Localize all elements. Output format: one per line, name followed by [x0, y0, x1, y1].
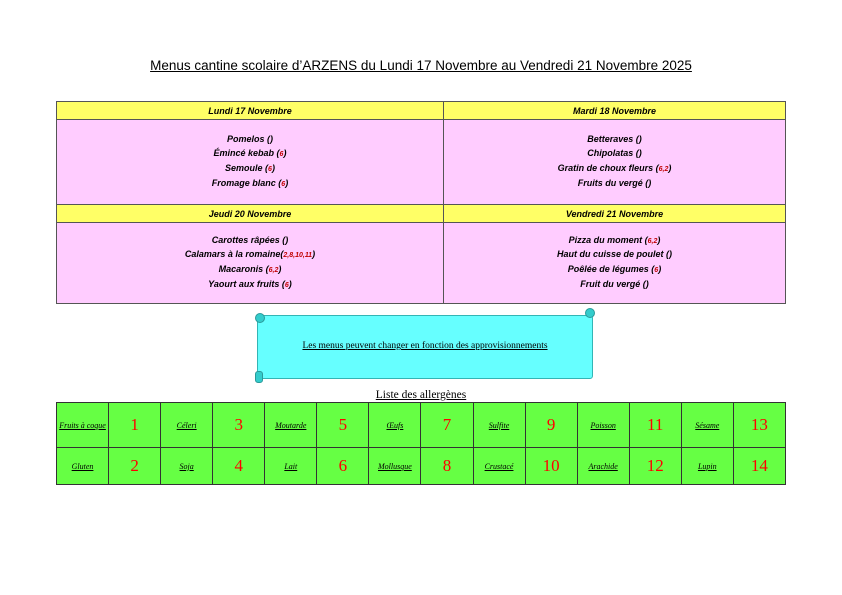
scroll-curl-decoration: [585, 308, 595, 318]
dish-item: [444, 234, 785, 249]
dish-paren-open: (: [635, 133, 639, 144]
dish-paren-close: ): [288, 278, 292, 289]
dish-paren-close: ): [278, 264, 282, 274]
allergen-name: Lait: [265, 448, 317, 485]
dish-paren-open: (: [651, 264, 655, 274]
allergen-name: Crustacé: [473, 448, 525, 485]
allergen-number: 7: [421, 403, 473, 448]
dishes-monday: [57, 120, 444, 205]
allergen-row-1: [57, 403, 786, 448]
dish-name: Yaourt aux fruits: [208, 278, 282, 289]
allergen-number: 5: [317, 403, 369, 448]
allergen-table: [56, 402, 786, 485]
dish-item: [57, 177, 443, 192]
dish-allergen-codes: 2,8,10,11: [283, 252, 313, 260]
dish-paren-close: ): [285, 177, 289, 188]
dish-paren-close: ): [285, 234, 289, 245]
dish-name: Pizza du moment: [568, 234, 645, 245]
dish-paren-open: (: [655, 163, 659, 173]
day-header-monday: Lundi 17 Novembre: [57, 102, 444, 120]
notice-text: Les menus peuvent changer en fonction des approvisionnements: [302, 341, 548, 351]
dish-paren-close: ): [638, 148, 642, 159]
dish-name: Fruits du vergé: [577, 177, 646, 188]
scroll-curl-decoration: [255, 371, 263, 383]
dish-item: [444, 162, 785, 177]
allergen-number: 4: [213, 448, 265, 485]
allergen-name: Céleri: [161, 403, 213, 448]
day-header-thursday: Jeudi 20 Novembre: [57, 205, 444, 223]
dish-paren-open: (: [276, 148, 280, 159]
allergen-row-2: [57, 448, 786, 485]
allergen-name: Sésame: [681, 403, 733, 448]
dish-name: Calamars à la romaine: [184, 249, 281, 260]
dish-paren-close: ): [645, 278, 649, 289]
day-header-tuesday: Mardi 18 Novembre: [443, 102, 785, 120]
dish-item: [444, 248, 785, 263]
allergen-number: 11: [629, 403, 681, 448]
dish-item: [57, 278, 443, 293]
dish-paren-close: ): [648, 177, 652, 188]
scroll-curl-decoration: [255, 313, 265, 323]
dish-paren-close: ): [668, 163, 672, 173]
dish-allergen-codes: 6: [279, 151, 284, 159]
dishes-thursday: [57, 223, 444, 304]
dish-name: Gratin de choux fleurs: [557, 163, 656, 173]
notice-banner: [257, 315, 593, 379]
allergen-number: 6: [317, 448, 369, 485]
allergen-number: 1: [109, 403, 161, 448]
dish-item: [444, 263, 785, 278]
dish-allergen-codes: 6,2: [268, 267, 279, 274]
allergen-number: 2: [109, 448, 161, 485]
dish-paren-open: (: [644, 234, 648, 245]
dish-allergen-codes: 6: [268, 166, 272, 173]
dish-paren-close: ): [657, 234, 661, 245]
dish-paren-close: ): [638, 133, 642, 144]
dish-item: [444, 177, 785, 192]
allergen-number: 14: [733, 448, 785, 485]
dish-name: Haut du cuisse de poulet: [556, 249, 666, 260]
allergen-number: 12: [629, 448, 681, 485]
allergen-name: Soja: [161, 448, 213, 485]
dish-paren-open: (: [665, 249, 669, 260]
dish-name: Poêlée de légumes: [567, 264, 652, 274]
dish-paren-open: (: [278, 177, 282, 188]
allergen-name: Mollusque: [369, 448, 421, 485]
dish-name: Fruit du vergé: [580, 278, 643, 289]
allergen-name: Moutarde: [265, 403, 317, 448]
dish-paren-open: (: [635, 148, 639, 159]
dish-name: Pomelos: [226, 133, 267, 144]
dish-paren-close: ): [312, 249, 316, 260]
allergen-name: Gluten: [57, 448, 109, 485]
dishes-tuesday: [443, 120, 785, 205]
dish-paren-open: (: [642, 278, 646, 289]
dish-paren-close: ): [668, 249, 672, 260]
dish-paren-open: (: [282, 234, 286, 245]
dishes-friday: [443, 223, 785, 304]
dish-name: Chipolatas: [587, 148, 636, 159]
dish-item: [444, 147, 785, 162]
dish-name: Fromage blanc: [211, 177, 279, 188]
allergen-number: 9: [525, 403, 577, 448]
dish-paren-open: (: [280, 249, 284, 260]
dish-paren-close: ): [269, 133, 273, 144]
dish-item: [57, 162, 443, 177]
dish-allergen-codes: 6: [284, 281, 289, 289]
dish-paren-open: (: [266, 133, 270, 144]
dish-item: [444, 133, 785, 148]
dish-name: Carottes râpées: [211, 234, 283, 245]
allergen-name: Sulfite: [473, 403, 525, 448]
dish-allergen-codes: 6,2: [647, 237, 658, 245]
allergen-number: 13: [733, 403, 785, 448]
dish-name: Émincé kebab: [213, 148, 277, 159]
dish-paren-close: ): [658, 264, 662, 274]
dish-paren-close: ): [283, 148, 287, 159]
dish-item: [57, 248, 443, 263]
day-header-friday: Vendredi 21 Novembre: [443, 205, 785, 223]
menu-table: [56, 101, 786, 304]
dish-allergen-codes: 6: [281, 180, 286, 188]
dish-paren-open: (: [265, 163, 269, 173]
page-title: Menus cantine scolaire d’ARZENS du Lundi 17 Novembre au Vendredi 21 Novembre 2025: [150, 58, 692, 73]
dish-paren-open: (: [265, 264, 269, 274]
dish-item: [57, 133, 443, 148]
allergen-number: 8: [421, 448, 473, 485]
dish-allergen-codes: 6,2: [658, 166, 669, 173]
allergen-name: Œufs: [369, 403, 421, 448]
dish-allergen-codes: 6: [654, 267, 659, 274]
dish-paren-close: ): [271, 163, 275, 173]
dish-paren-open: (: [281, 278, 285, 289]
dish-name: Macaronis: [218, 264, 266, 274]
dish-name: Semoule: [225, 163, 266, 173]
dish-item: [57, 147, 443, 162]
allergen-number: 10: [525, 448, 577, 485]
dish-item: [57, 263, 443, 278]
allergen-name: Arachide: [577, 448, 629, 485]
allergen-name: Fruits à coque: [57, 403, 109, 448]
dish-item: [444, 278, 785, 293]
allergen-name: Poisson: [577, 403, 629, 448]
dish-name: Betteraves: [587, 133, 636, 144]
allergen-list-title: Liste des allergènes: [375, 389, 467, 401]
allergen-number: 3: [213, 403, 265, 448]
dish-paren-open: (: [645, 177, 649, 188]
dish-item: [57, 234, 443, 249]
allergen-name: Lupin: [681, 448, 733, 485]
